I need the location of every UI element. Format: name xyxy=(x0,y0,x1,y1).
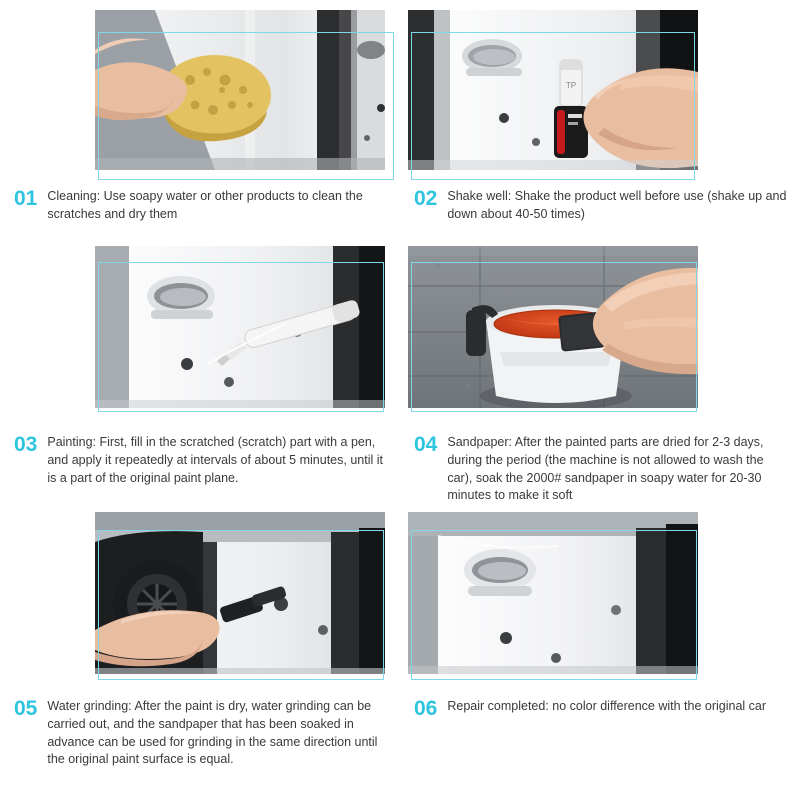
step-05-number: 05 xyxy=(14,697,38,720)
step-03-number: 03 xyxy=(14,433,38,456)
step-cell-04 xyxy=(400,236,800,504)
step-06-caption xyxy=(400,690,800,720)
step-06-number: 06 xyxy=(414,697,438,720)
step-02-image-wrap xyxy=(400,10,800,170)
step-01-text: Cleaning: Use soapy water or other products to clean the scratches and dry them xyxy=(47,189,363,221)
step-03-text: Painting: First, fill in the scratched (scratch) part with a pen, and apply it repeatedly at intervals of about 5 minutes, until it is a part of the original paint plane. xyxy=(47,435,383,485)
step-06-text: Repair completed: no color difference with the original car xyxy=(447,699,767,713)
photo-repair-completed-door xyxy=(408,512,698,674)
photo-soaking-sandpaper-bucket xyxy=(408,246,698,408)
photo-applying-paint-pen xyxy=(95,246,385,408)
photo-shaking-repair-pen xyxy=(408,10,698,170)
step-04-text: Sandpaper: After the painted parts are dried for 2-3 days, during the period (the machine is not allowed to wash the car), soak the 2000# sandpaper in soapy water for 20-30 minutes to make it soft xyxy=(447,435,764,503)
step-cell-06 xyxy=(400,504,800,800)
step-04-image-wrap xyxy=(400,246,800,408)
step-02-text: Shake well: Shake the product well before use (shake up and down about 40-50 times) xyxy=(447,189,787,221)
step-cell-05 xyxy=(0,504,400,800)
step-cell-01 xyxy=(0,0,400,236)
step-02-caption xyxy=(400,180,800,224)
step-04-caption xyxy=(400,426,800,505)
step-01-caption xyxy=(0,180,400,224)
step-05-text: Water grinding: After the paint is dry, water grinding can be carried out, and the sandpaper that has been soaked in advance can be used for grinding in the same direction until the original paint surface is equal. xyxy=(47,699,378,767)
photo-sponge-cleaning-car-door xyxy=(95,10,385,170)
step-cell-02 xyxy=(400,0,800,236)
photo-water-grinding-door xyxy=(95,512,385,674)
step-01-image-wrap xyxy=(0,10,400,170)
step-05-caption xyxy=(0,690,400,769)
step-03-caption xyxy=(0,426,400,487)
step-01-number: 01 xyxy=(14,187,38,210)
step-05-image-wrap xyxy=(0,512,400,674)
step-cell-03 xyxy=(0,236,400,504)
step-06-image-wrap xyxy=(400,512,800,674)
step-02-number: 02 xyxy=(414,187,438,210)
svg-text:TP: TP xyxy=(565,81,577,90)
step-03-image-wrap xyxy=(0,246,400,408)
step-04-number: 04 xyxy=(414,433,438,456)
